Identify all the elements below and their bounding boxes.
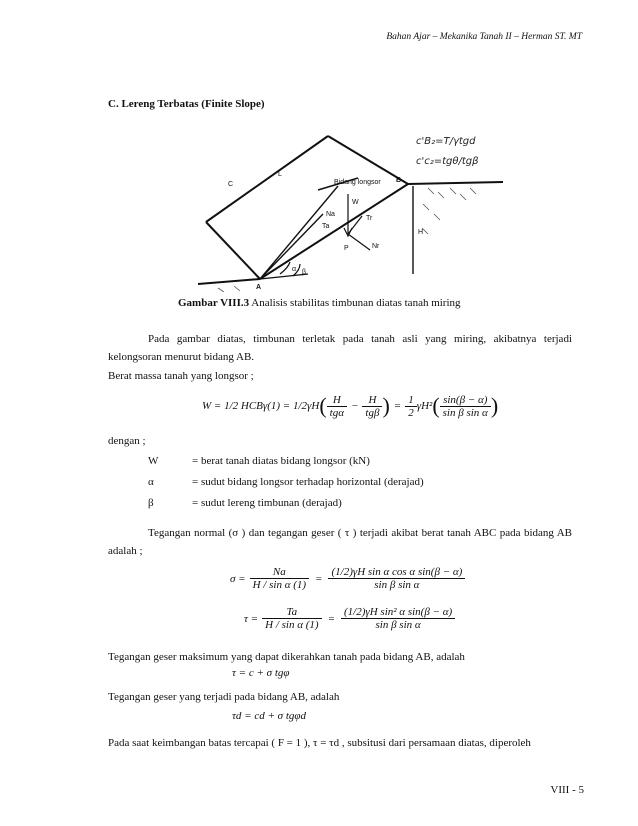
ground-line-left [198, 279, 260, 284]
paragraph-2: Berat massa tanah yang longsor ; [108, 370, 254, 382]
paragraph-5: Tegangan geser yang terjadi pada bidang AB, adalah [108, 691, 340, 703]
definition-item: W = berat tanah diatas bidang longsor (kN) [148, 455, 370, 467]
paragraph-1: Pada gambar diatas, timbunan terletak pada tanah asli yang miring, akibatnya terjadi kelongsoran menurut bidang AB. [108, 333, 572, 363]
face-line [206, 222, 260, 279]
top-line [206, 136, 328, 222]
fig-label-a: A [256, 284, 262, 291]
fig-label-alpha: α [292, 266, 297, 273]
running-header: Bahan Ajar – Mekanika Tanah II – Herman ST. MT [386, 32, 582, 42]
fig-label-nr: Nr [372, 243, 380, 250]
equation-weight: W = 1/2 HCBγ(1) = 1/2γH ( $\frac{H}{\text{tgα}}$ − $\frac{H}{\text{tgβ}}$ ) = $\frac{1}{2}$ γH² ( $\frac{\sin(\beta - \alpha)}{\text{sin β sin α}}$ ) [202, 393, 499, 419]
fig-label-beta: β [302, 269, 307, 276]
fig-label-ta: Ta [322, 223, 330, 230]
section-title: C. Lereng Terbatas (Finite Slope) [108, 98, 265, 110]
dengan-label: dengan ; [108, 435, 146, 447]
figure-number: Gambar VIII.3 [178, 297, 250, 309]
definition-item: α = sudut bidang longsor terhadap horizontal (derajad) [148, 476, 424, 488]
page-number: VIII - 5 [550, 784, 584, 796]
figure-caption-text: Analisis stabilitas timbunan diatas tanah miring [249, 297, 461, 309]
paragraph-4: Tegangan geser maksimum yang dapat dikerahkan tanah pada bidang AB, adalah [108, 651, 465, 663]
fig-label-tr: Tr [366, 215, 373, 222]
failure-plane-line [260, 186, 338, 279]
handwritten-note-2: c'c₂=tgθ/tgβ [416, 156, 479, 167]
equation-mobilized-shear: τd = cd + σ tgφd [232, 710, 306, 722]
equation-max-shear: τ = c + σ tgφ [232, 667, 290, 679]
equation-shear-stress: τ = $\frac{Ta}{\text{H / sin α (1)}}$ = $\frac{\text{(1/2)γH sin² α sin(β − α)}}{\text{sin β sin α}}$ [244, 606, 455, 631]
fig-label-w: W [352, 199, 359, 206]
fig-label-bidang: Bidang longsor [334, 179, 381, 186]
slope-line [260, 184, 408, 279]
definition-item: β = sudut lereng timbunan (derajad) [148, 497, 342, 509]
fig-label-l: L [278, 171, 282, 178]
equation-normal-stress: σ = $\frac{Na}{\text{H / sin α (1)}}$ = $\frac{\text{(1/2)γH sin α cos α sin(β − α)}}{\text{sin β sin α}}$ [230, 566, 465, 591]
fig-label-na: Na [326, 211, 335, 218]
fig-label-h: H [418, 229, 424, 236]
fig-label-p: P [344, 245, 349, 252]
definition-list [148, 455, 424, 518]
top-ground-line [408, 182, 503, 184]
handwritten-note-1: c'B₂=T/γtgd [416, 136, 476, 147]
figure-caption [178, 297, 461, 309]
fig-label-b: B [396, 177, 402, 184]
fig-label-c: C [228, 181, 234, 188]
slope-stability-figure [198, 124, 508, 292]
paragraph-3: Tegangan normal (σ ) dan tegangan geser ( τ ) terjadi akibat berat tanah ABC pada bidang AB adalah ; [108, 527, 572, 557]
paragraph-6: Pada saat keimbangan batas tercapai ( F = 1 ), τ = τd , subsitusi dari persamaan diatas, diperoleh [108, 737, 531, 749]
